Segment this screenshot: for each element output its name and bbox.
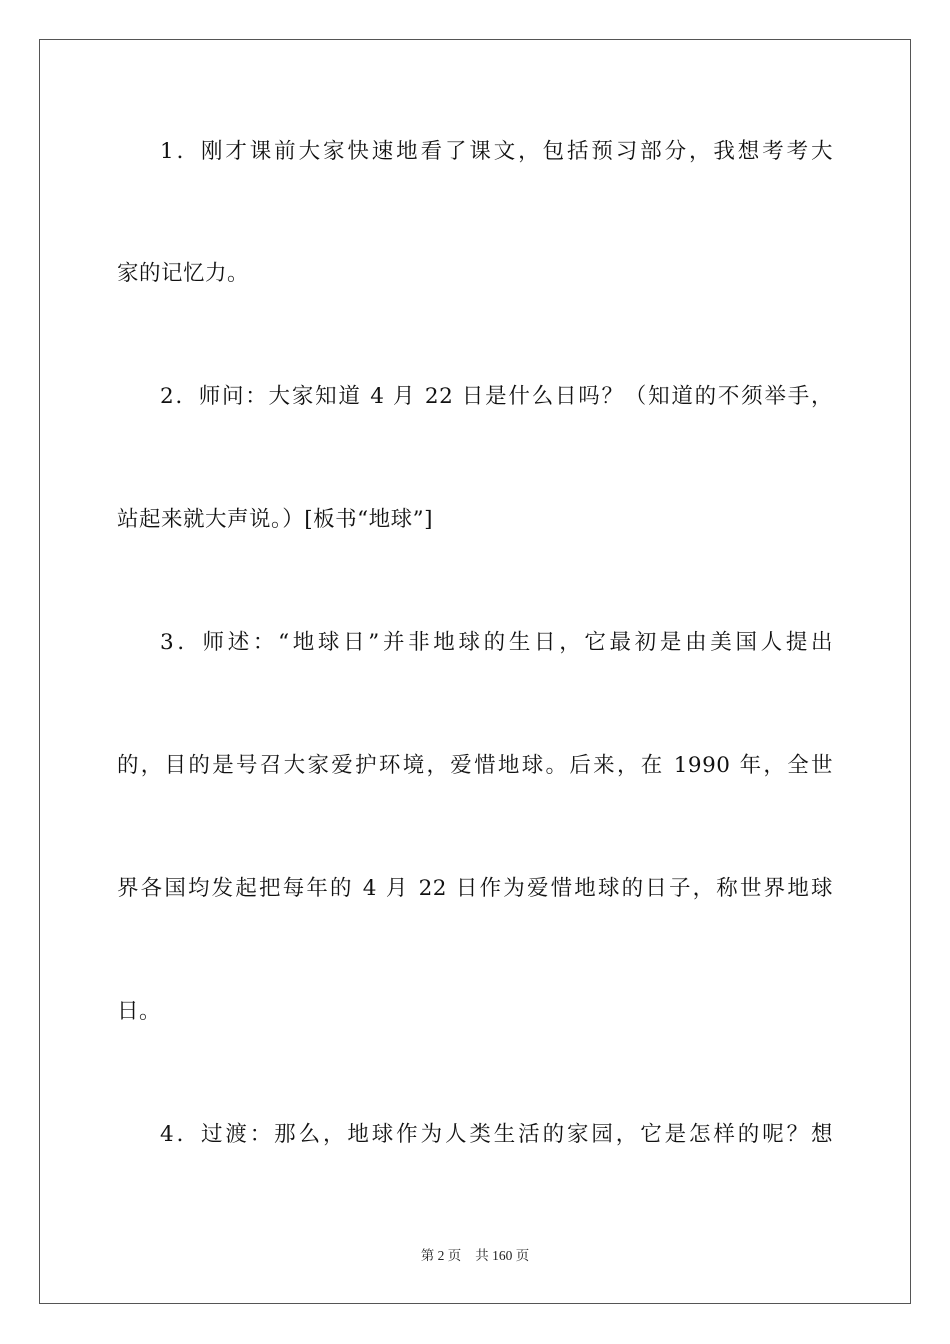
page-number: 第 2 页 [420,1248,462,1263]
paragraph-2-line-1: 2．师问：大家知道 4 月 22 日是什么日吗？（知道的不须举手， [160,384,833,409]
page-total: 共 160 页 [475,1248,530,1263]
paragraph-2-line-2: 站起来就大声说。）[板书“地球”] [117,507,434,532]
paragraph-3-line-1: 3．师述：“地球日”并非地球的生日，它最初是由美国人提出 [160,630,833,655]
paragraph-1-line-2: 家的记忆力。 [117,261,250,286]
paragraph-4-line-1: 4．过渡：那么，地球作为人类生活的家园，它是怎样的呢？想 [160,1122,833,1147]
paragraph-3-line-4: 日。 [117,999,162,1024]
paragraph-1-line-1: 1．刚才课前大家快速地看了课文，包括预习部分，我想考考大 [160,139,833,164]
paragraph-3-line-3: 界各国均发起把每年的 4 月 22 日作为爱惜地球的日子，称世界地球 [117,876,833,901]
page-footer [0,1247,950,1265]
page-border [39,39,911,1304]
paragraph-3-line-2: 的，目的是号召大家爱护环境，爱惜地球。后来，在 1990 年，全世 [117,753,833,778]
